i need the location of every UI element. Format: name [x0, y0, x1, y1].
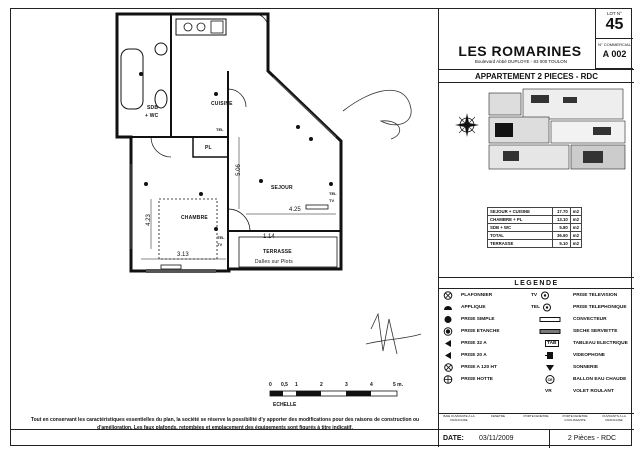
- date-label: DATE:: [443, 435, 464, 442]
- surface-unit: m2: [570, 232, 581, 240]
- window-type-legend: [439, 413, 634, 429]
- table-row: [488, 208, 582, 216]
- plafonnier-icon: [443, 291, 453, 300]
- disclaimer-text: Tout en conservant les caractéristiques essentielles du plan, la société se réserve la possibilité d'y apporter des modifications pour des raisons de construction ou d'amélioration. Les faux plafonds, retombées et emplacement des équipements sont figurés à titre indicatif.: [30, 417, 420, 431]
- scale-graduation: [269, 390, 409, 398]
- surface-value: 5.80: [552, 224, 570, 232]
- room-label-chambre: CHAMBRE: [181, 215, 208, 221]
- ballon-eau-chaude-icon: [545, 375, 555, 384]
- dimension-4-23: 4.23: [145, 214, 152, 226]
- volet-roulant-icon: VR: [545, 389, 552, 394]
- table-row: [488, 216, 582, 224]
- room-label-sejour: SEJOUR: [271, 185, 293, 191]
- room-label-terrasse: TERRASSE: [263, 249, 292, 255]
- scale-tick: 0: [269, 382, 272, 388]
- residence-name: LES ROMARINES: [458, 43, 582, 59]
- prise-20a-icon: [443, 351, 453, 360]
- surface-unit: m2: [570, 216, 581, 224]
- room-label-wc: + WC: [145, 113, 159, 119]
- room-label-sdb: SDB: [147, 105, 159, 111]
- scale-tick: 4: [370, 382, 373, 388]
- table-row: [488, 240, 582, 248]
- room-label-cuisine: CUISINE: [211, 101, 233, 107]
- scale-tick: 3: [345, 382, 348, 388]
- window-type-label: PORTE FENETRE: [523, 414, 549, 418]
- dimension-1-14: 1.14: [263, 234, 275, 240]
- scale-tick: 1: [295, 382, 298, 388]
- surface-label: TOTAL: [488, 232, 553, 240]
- footer: [439, 429, 634, 447]
- tv-tag-chambre: TV: [217, 242, 223, 247]
- tv-tag-sejour: TV: [329, 198, 335, 203]
- scale-tick: 0,5: [281, 382, 288, 388]
- plan-sheet: [10, 8, 632, 446]
- legend-title: LEGENDE: [439, 277, 634, 289]
- surface-unit: m2: [570, 208, 581, 216]
- room-label-pl: PL: [205, 145, 212, 151]
- date-value: 03/11/2009: [479, 435, 514, 442]
- surface-label: SDB + WC: [488, 224, 553, 232]
- room-label-dalles: Dalles sur Plots: [255, 259, 293, 265]
- svg-text:CE: CE: [547, 378, 553, 382]
- apartment-type: 2 Pièces - RDC: [549, 430, 634, 448]
- key-plan-map: [443, 87, 631, 173]
- tel-tag-chambre: TEL: [217, 235, 225, 240]
- window-type-label: PORTE FENETRE COULISSANTE: [562, 414, 588, 422]
- tableau-electrique-icon: TAB: [547, 341, 557, 346]
- surface-label: TERRASSE: [488, 240, 553, 248]
- lot-number-box: [595, 9, 633, 39]
- prise-simple-icon: [443, 315, 453, 324]
- seche-serviette-icon: [539, 327, 561, 336]
- surface-value: 17.70: [552, 208, 570, 216]
- window-type-label: FENETRE: [490, 414, 505, 418]
- surface-label: CHAMBRE + PL: [488, 216, 553, 224]
- prise-32a-icon: [443, 339, 453, 348]
- title-block: [438, 9, 633, 447]
- lot-value: 45: [605, 16, 624, 33]
- tel-tag-sejour: TEL: [329, 191, 337, 196]
- table-row: [488, 232, 582, 240]
- convecteur-icon: [539, 315, 561, 324]
- sonnerie-icon: [545, 363, 555, 372]
- window-type-label: OUVRANTS A LA FRANCAISE: [602, 414, 626, 422]
- footer-divider: [11, 429, 438, 430]
- apartment-title: APPARTEMENT 2 PIECES - RDC: [439, 69, 634, 83]
- prise-television-icon: [540, 291, 550, 300]
- scale-tick: 5 m.: [393, 382, 404, 388]
- tel-tag-kitchen: TEL: [216, 127, 224, 132]
- scale-title: ECHELLE: [273, 402, 297, 408]
- surface-value: 5.10: [552, 240, 570, 248]
- highlighted-lot: [495, 123, 513, 137]
- commercial-label: N° COMMERCIAL: [598, 42, 631, 47]
- legend: PLAFONNIER APPLIQUE PRISE SIMPLE PRISE ETANCHE PRISE 32 A PRISE 20 A PRISE A 120 HT PRISE HOTTE TV PRISE TELEVISION TEL PRISE TELEPHONIQUE CONVECTEUR SECHE SERVIETTE TAB TABLEAU ELECTRIQUE VIDEOPHONE SONNERIE CE BALLON EAU CHAUDE VR VOLET ROULANT: [439, 291, 634, 401]
- table-row: [488, 224, 582, 232]
- dimension-3-13: 3.13: [177, 252, 189, 258]
- commercial-value: A 002: [602, 49, 627, 59]
- lot-label: LOT N°: [607, 11, 622, 16]
- prise-telephonique-icon: [542, 303, 552, 312]
- residence-address: Boulevard Abbé DUPLOYE - 83 000 TOULON: [474, 59, 568, 64]
- floor-plan-drawing: [11, 9, 438, 415]
- dimension-5-06: 5.06: [235, 164, 242, 176]
- prise-etanche-icon: [443, 327, 453, 336]
- surface-unit: m2: [570, 224, 581, 232]
- surface-value: 36.60: [552, 232, 570, 240]
- surface-table: [487, 207, 582, 248]
- applique-icon: [443, 303, 453, 312]
- compass-rose-icon: [455, 113, 479, 137]
- scale-tick: 2: [320, 382, 323, 388]
- commercial-number-box: [595, 39, 633, 69]
- scale-bar: [269, 382, 419, 418]
- surface-label: SEJOUR + CUISINE: [488, 208, 553, 216]
- surface-unit: m2: [570, 240, 581, 248]
- dimension-4-25: 4.25: [289, 207, 301, 213]
- window-type-label: BAIE OUVRANTE A LA FRANCAISE: [443, 414, 475, 422]
- floor-plan-area: [11, 9, 438, 431]
- videophone-icon: [545, 351, 555, 360]
- prise-hotte-icon: [443, 375, 453, 384]
- prise-120ht-icon: [443, 363, 453, 372]
- surface-value: 13.10: [552, 216, 570, 224]
